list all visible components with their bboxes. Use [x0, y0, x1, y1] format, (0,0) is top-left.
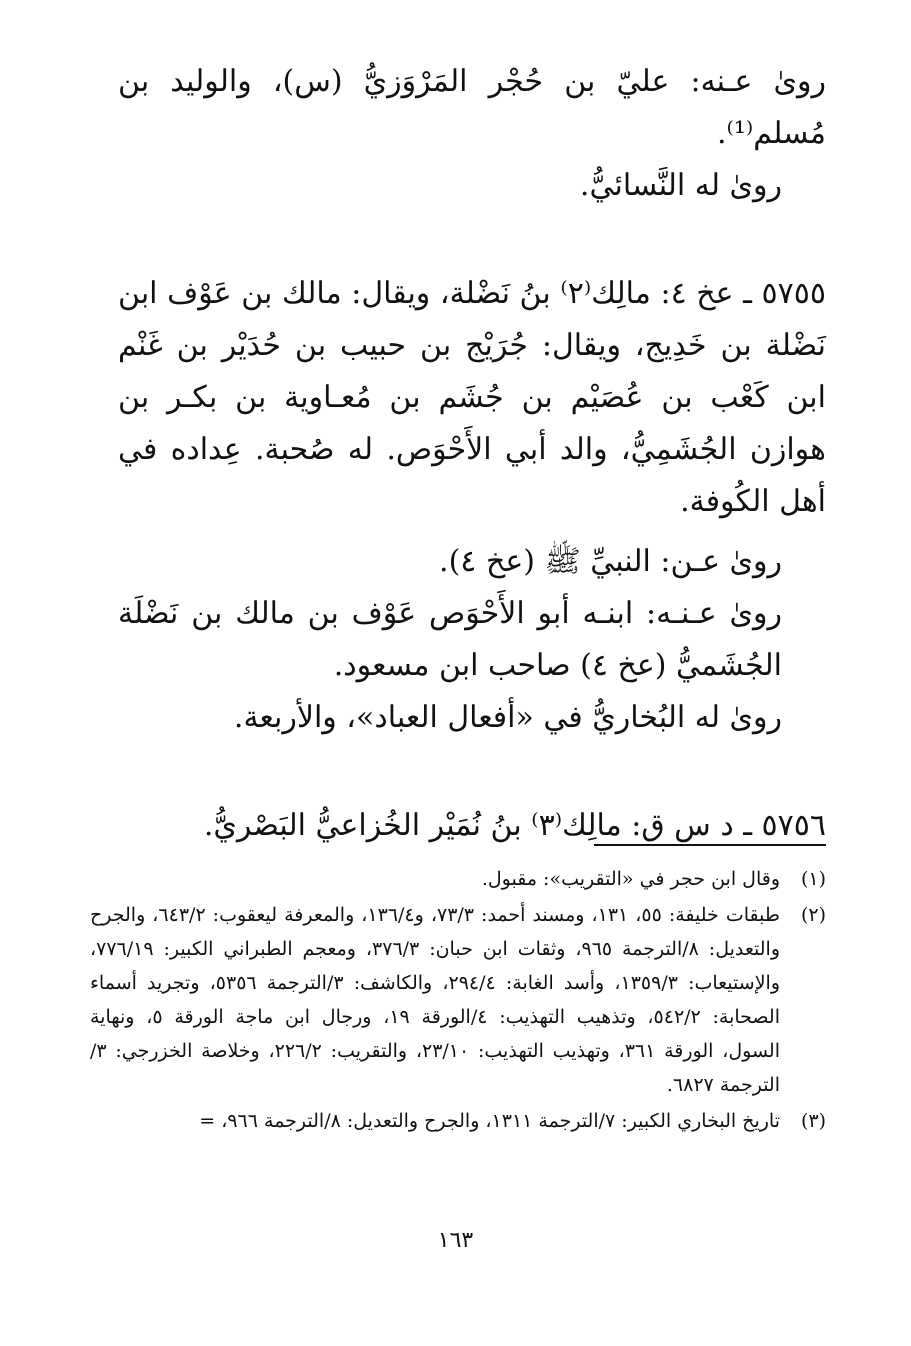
- entry-5755-heading: ٥٧٥٥ ـ عخ ٤: مالِك⁽٢⁾ بنُ نَضْلة، ويقال: مالك بن عَوْف ابن نَضْلة بن خَدِيج، ويقال: جُرَيْج بن حبيب بن حُدَيْر بن غَنْم ابن كَعْب بن عُصَيْم بن جُشَم بن مُعـاوية بن بكـر بن هوازن الجُشَمِيُّ، والد أبي الأَحْوَص. له صُحبة. عِداده في أهل الكُوفة.: [118, 276, 826, 519]
- footnote-2: [90, 898, 826, 1102]
- entry-gap: [118, 212, 826, 268]
- footnotes: [90, 862, 826, 1140]
- prev-entry-narrators: روىٰ عـنه: عليّ بن حُجْر المَرْوَزيُّ (س)، والوليد بن مُسلم⁽¹⁾.: [118, 64, 826, 151]
- footnote-text: وقال ابن حجر في «التقريب»: مقبول.: [481, 868, 780, 890]
- entry-5755-narrators: روىٰ عـنـه: ابنـه أبو الأَحْوَص عَوْف بن مالك بن نَضْلَة الجُشَميُّ (عخ ٤) صاحب ابن مسعود.: [118, 596, 782, 683]
- page-number: ١٦٣: [437, 1228, 474, 1253]
- entry-5755-narrates-from: روىٰ عـن: النبيِّ ﷺ (عخ ٤).: [439, 544, 782, 579]
- entry-gap: [118, 744, 826, 800]
- entry-5756-heading: ٥٧٥٦ ـ د س ق: مالِك⁽٣⁾ بنُ نُمَيْر الخُزاعيُّ البَصْريُّ.: [203, 808, 826, 843]
- footnote-text: طبقات خليفة: ٥٥، ١٣١، ومسند أحمد: ٧٣/٣، و١٣٦/٤، والمعرفة ليعقوب: ٦٤٣/٢، والجرح والتعديل: ٨/الترجمة ٩٦٥، وثقات ابن حبان: ٣٧٦/٣، ومعجم الطبراني الكبير: ٧٧٦/١٩، والإستيعاب: ١٣٥٩/٣، وأسد الغابة: ٢٩٤/٤، والكاشف: ٣/الترجمة ٥٣٥٦، وتجريد أسماء الصحابة: ٥٤٢/٢، وتذهيب التهذيب: ٤/الورقة ١٩، ورجال ابن ماجة الورقة ٥، ونهاية السول، الورقة ٣٦١، وتهذيب التهذيب: ٢٣/١٠، والتقريب: ٢٢٦/٢، وخلاصة الخزرجي: ٣/الترجمة ٦٨٢٧.: [90, 904, 780, 1096]
- footnote-3: [90, 1104, 826, 1138]
- footnote-1: [90, 862, 826, 896]
- entry-5755-narrated-by: روىٰ له البُخاريُّ في «أفعال العباد»، والأربعة.: [233, 700, 782, 735]
- footnote-separator: [594, 844, 826, 846]
- footnote-number: (١): [800, 868, 826, 890]
- footnote-number: (٢): [800, 904, 826, 926]
- main-text: [118, 56, 826, 852]
- entry-gap-small: [118, 528, 826, 536]
- footnote-number: (٣): [800, 1110, 826, 1132]
- prev-entry-narrated-by: روىٰ له النَّسائيُّ.: [579, 168, 782, 203]
- footnote-text: تاريخ البخاري الكبير: ٧/الترجمة ١٣١١، والجرح والتعديل: ٨/الترجمة ٩٦٦، =: [199, 1110, 780, 1132]
